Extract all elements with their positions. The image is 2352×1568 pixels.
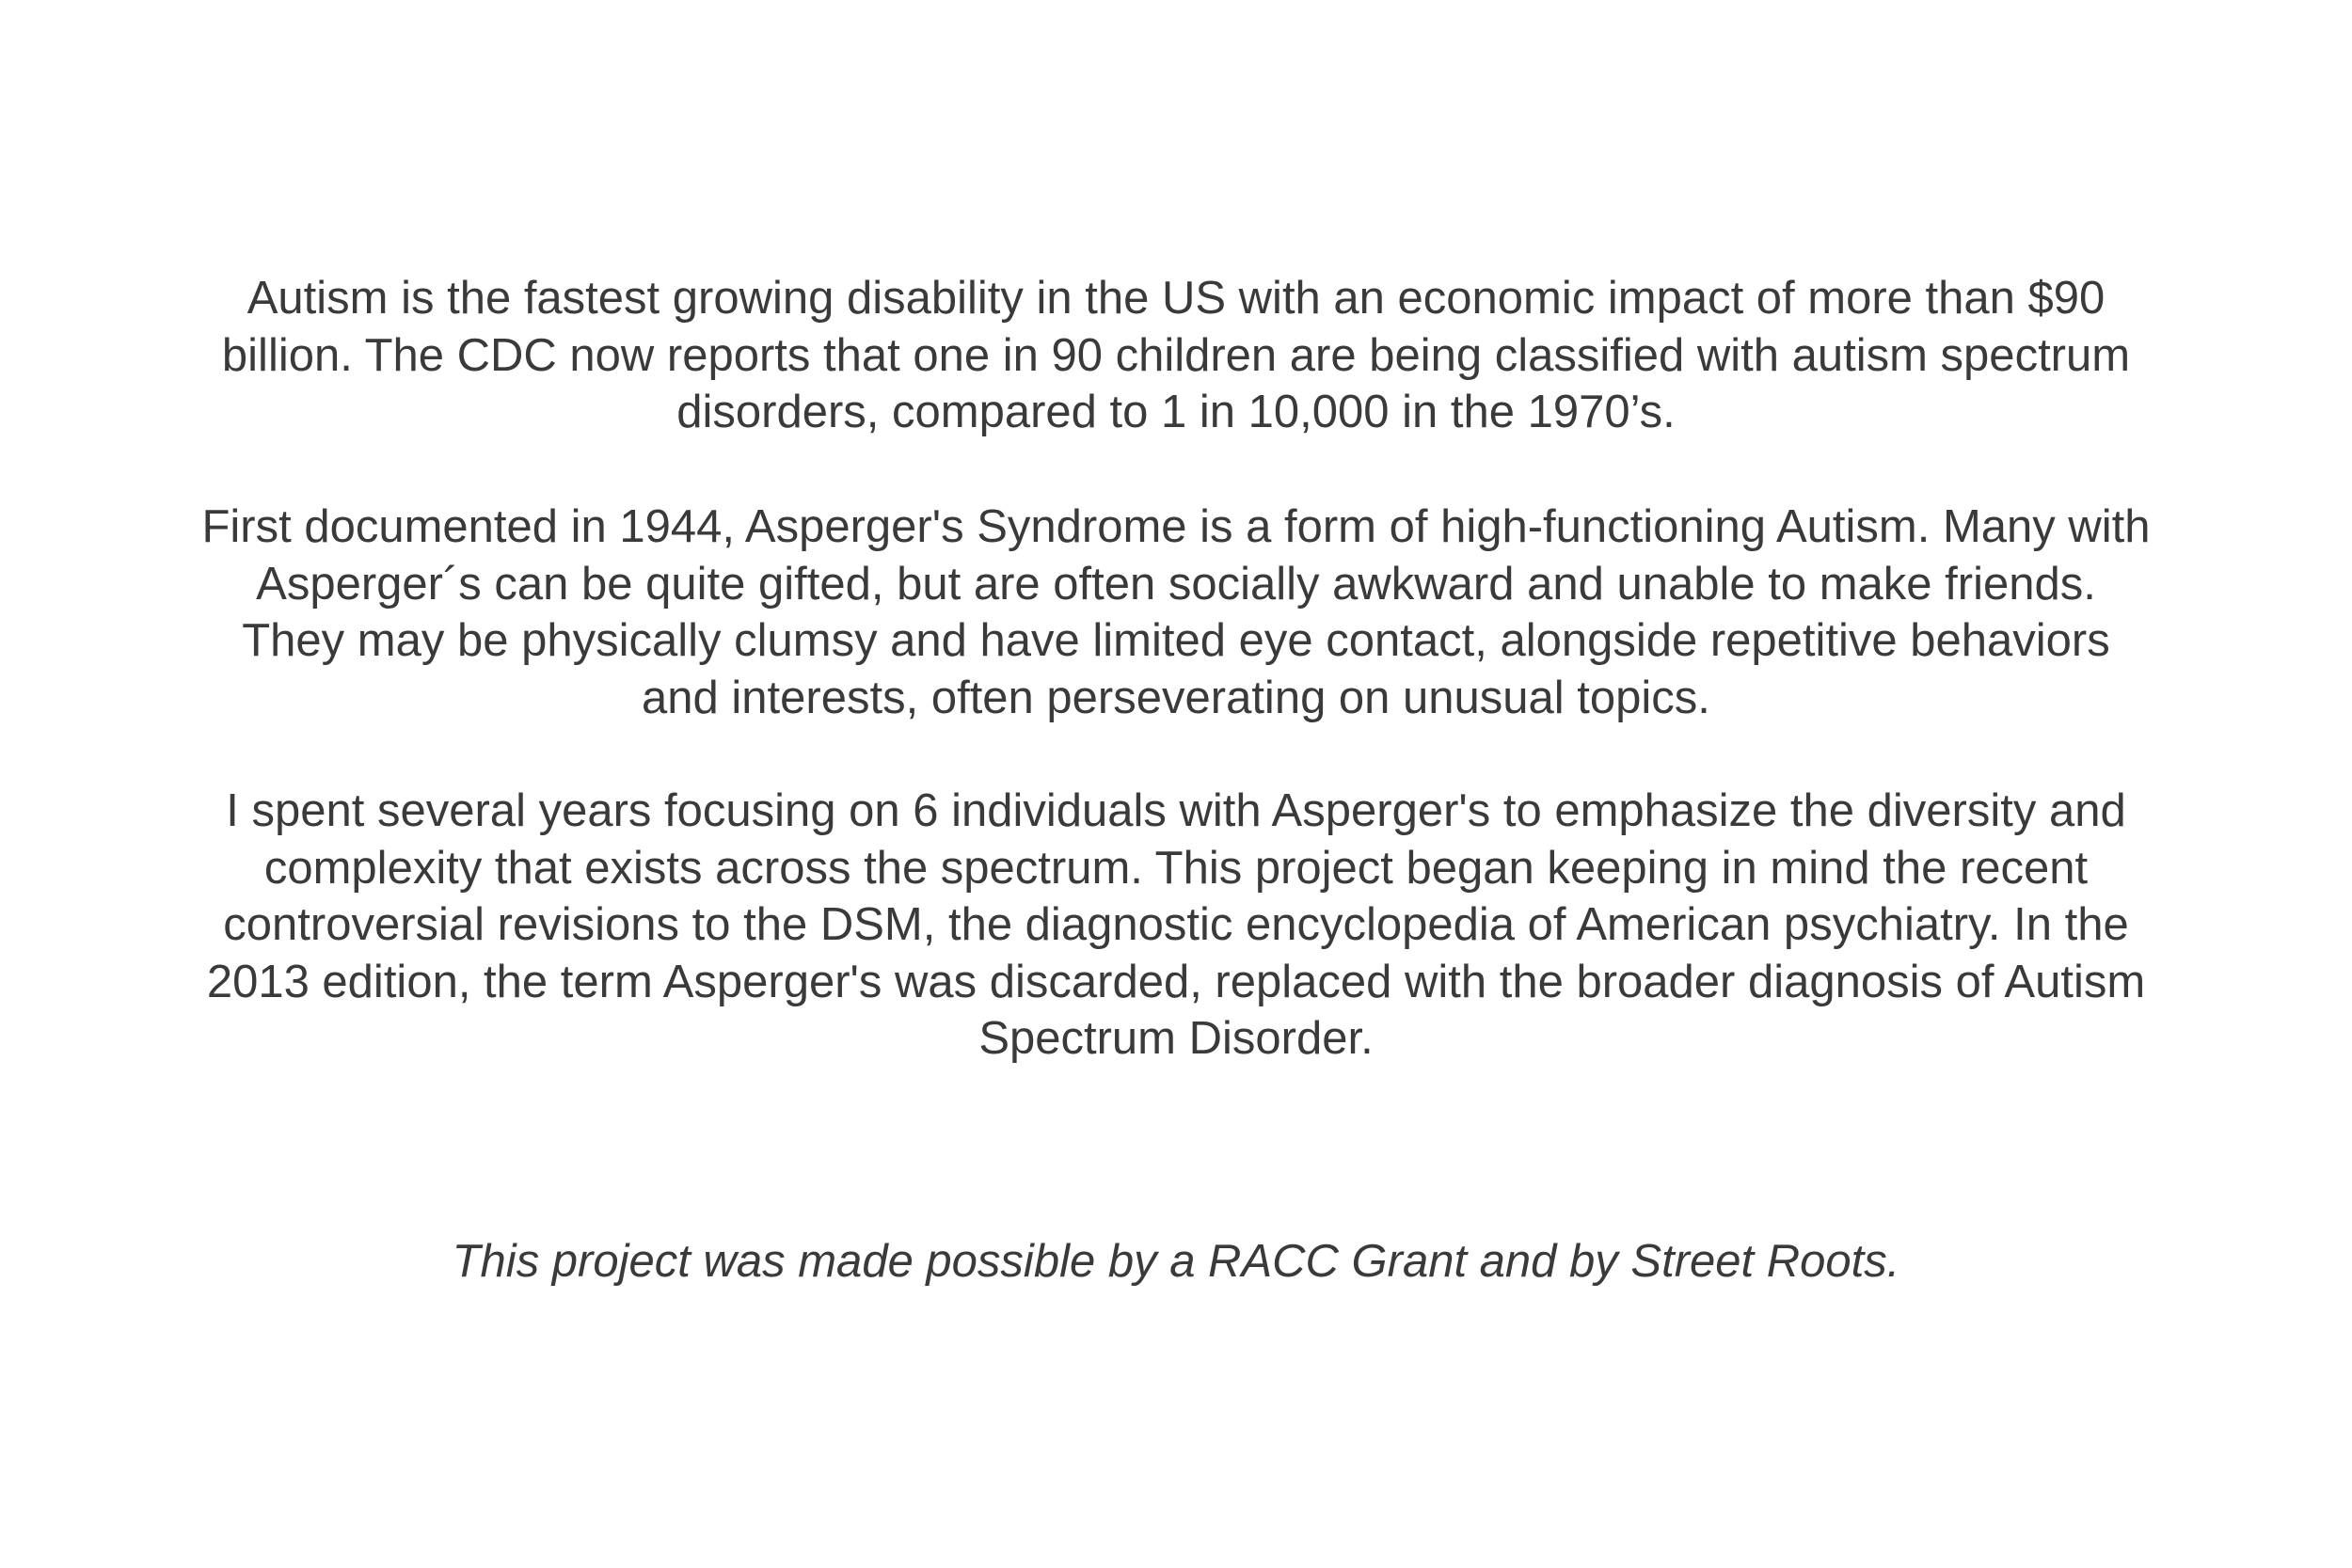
paragraph-line: billion. The CDC now reports that one in 90 children are being classified with autism spectrum (221, 329, 2131, 381)
paragraph-project-description (141, 783, 2211, 1068)
paragraph-line: Asperger´s can be quite gifted, but are often socially awkward and unable to make friends. (256, 558, 2096, 610)
paragraph-aspergers-description (141, 499, 2211, 726)
paragraph-line: disorders, compared to 1 in 10,000 in the 1970’s. (676, 387, 1676, 437)
paragraph-line: 2013 edition, the term Asperger's was discarded, replaced with the broader diagnosis of Autism (206, 956, 2146, 1007)
paragraph-line: complexity that exists across the spectrum. This project began keeping in mind the recent (263, 842, 2089, 894)
funding-credit (141, 1233, 2211, 1291)
paragraph-line: Spectrum Disorder. (978, 1013, 1374, 1064)
paragraph-line: controversial revisions to the DSM, the diagnostic encyclopedia of American psychiatry. In the (223, 899, 2129, 950)
paragraph-line: and interests, often perseverating on unusual topics. (642, 672, 1710, 723)
paragraph-line: They may be physically clumsy and have limited eye contact, alongside repetitive behaviors (242, 615, 2110, 666)
paragraph-line: Autism is the fastest growing disability in the US with an economic impact of more than $90 (246, 273, 2106, 324)
paragraph-autism-statistics (141, 270, 2211, 441)
credit-line: This project was made possible by a RACC Grant and by Street Roots. (452, 1236, 1900, 1287)
paragraph-line: I spent several years focusing on 6 individuals with Asperger's to emphasize the diversity and (226, 785, 2126, 836)
paragraph-line: First documented in 1944, Asperger's Syndrome is a form of high-functioning Autism. Many with (201, 501, 2151, 552)
